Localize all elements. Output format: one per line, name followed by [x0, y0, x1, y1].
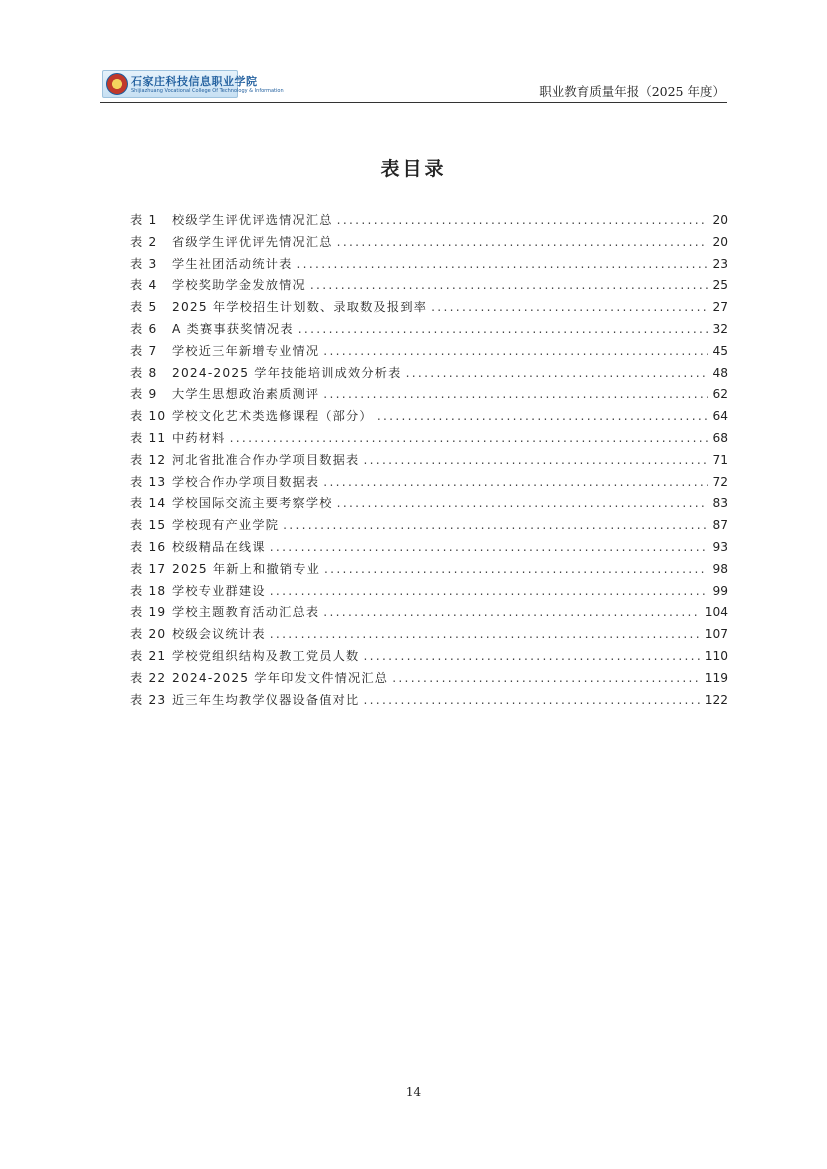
- toc-entry[interactable]: [130, 275, 728, 297]
- toc-entry-page: 27: [712, 300, 728, 315]
- toc-entry[interactable]: [130, 384, 728, 406]
- toc-entry-label: 表 6: [130, 321, 158, 336]
- toc-entry-page: 32: [712, 321, 728, 336]
- toc-entry-title: 校级会议统计表: [172, 627, 266, 642]
- toc-entry-page: 99: [712, 583, 728, 598]
- toc-entry[interactable]: [130, 581, 728, 603]
- toc-entry-title: 学校合作办学项目数据表: [172, 474, 320, 489]
- toc-entry-title: 学校专业群建设: [172, 583, 266, 598]
- toc-entry-label: 表 9: [130, 387, 158, 402]
- toc-entry-page: 107: [704, 627, 728, 642]
- toc-entry-page: 64: [712, 409, 728, 424]
- toc-entry-label: 表 22: [130, 670, 167, 685]
- toc-entry-title: 河北省批准合作办学项目数据表: [172, 452, 360, 467]
- toc-entry-label: 表 11: [130, 430, 167, 445]
- toc-entry-title: 学校国际交流主要考察学校: [172, 496, 333, 511]
- toc-entry-leader: [283, 515, 708, 537]
- toc-entry[interactable]: [130, 690, 728, 712]
- toc-entry-leader: [431, 297, 708, 319]
- toc-entry-page: 72: [712, 474, 728, 489]
- toc-entry[interactable]: [130, 232, 728, 254]
- toc-entry[interactable]: [130, 406, 728, 428]
- page-title: 表目录: [380, 158, 447, 180]
- toc-entry-title: A 类赛事获奖情况表: [172, 321, 294, 336]
- logo-school-name: 石家庄科技信息职业学院: [131, 75, 258, 88]
- toc-entry[interactable]: [130, 210, 728, 232]
- toc-entry-title: 大学生思想政治素质测评: [172, 387, 320, 402]
- toc-entry-label: 表 20: [130, 627, 167, 642]
- toc-entry-leader: [337, 493, 709, 515]
- toc-entry-title: 中药材料: [172, 430, 226, 445]
- toc-entry-page: 25: [712, 278, 728, 293]
- toc-entry-label: 表 14: [130, 496, 167, 511]
- toc-entry-leader: [297, 254, 709, 276]
- toc-entry-leader: [310, 275, 709, 297]
- toc-entry[interactable]: [130, 624, 728, 646]
- toc-entry-title: 2025 年新上和撤销专业: [172, 561, 320, 576]
- toc-entry-leader: [270, 581, 709, 603]
- toc-entry-title: 2025 年学校招生计划数、录取数及报到率: [172, 300, 428, 315]
- toc-entry-page: 93: [712, 539, 728, 554]
- toc-entry-label: 表 23: [130, 692, 167, 707]
- toc-entry-label: 表 19: [130, 605, 167, 620]
- table-of-tables: [130, 210, 728, 711]
- toc-entry-page: 48: [712, 365, 728, 380]
- toc-entry-label: 表 10: [130, 409, 167, 424]
- toc-entry-title: 学校奖助学金发放情况: [172, 278, 306, 293]
- toc-entry-page: 87: [712, 518, 728, 533]
- toc-entry-label: 表 18: [130, 583, 167, 598]
- school-seal-icon: [106, 73, 128, 95]
- toc-entry-page: 122: [704, 692, 728, 707]
- toc-entry[interactable]: [130, 602, 728, 624]
- school-logo: [102, 70, 284, 98]
- toc-entry[interactable]: [130, 472, 728, 494]
- toc-entry-page: 20: [712, 234, 728, 249]
- toc-entry-page: 104: [704, 605, 728, 620]
- toc-entry-page: 45: [712, 343, 728, 358]
- toc-entry[interactable]: [130, 450, 728, 472]
- toc-entry-page: 83: [712, 496, 728, 511]
- toc-entry-title: 校级学生评优评选情况汇总: [172, 213, 333, 227]
- toc-entry-title: 2024-2025 学年技能培训成效分析表: [172, 365, 402, 380]
- toc-entry[interactable]: [130, 254, 728, 276]
- toc-entry-leader: [230, 428, 709, 450]
- toc-entry-leader: [363, 690, 700, 712]
- toc-entry[interactable]: [130, 668, 728, 690]
- toc-entry-page: 110: [704, 648, 728, 663]
- toc-entry-label: 表 4: [130, 278, 158, 293]
- toc-entry-page: 62: [712, 387, 728, 402]
- toc-entry-page: 23: [712, 256, 728, 271]
- toc-entry-label: 表 2: [130, 234, 158, 249]
- toc-entry-leader: [363, 646, 700, 668]
- toc-entry-title: 学校近三年新增专业情况: [172, 343, 320, 358]
- toc-entry-leader: [323, 472, 708, 494]
- toc-entry-label: 表 16: [130, 539, 167, 554]
- page-header: [100, 70, 727, 103]
- toc-entry-leader: [337, 232, 709, 254]
- toc-entry-leader: [270, 537, 709, 559]
- toc-entry-leader: [298, 319, 709, 341]
- toc-entry-label: 表 13: [130, 474, 167, 489]
- toc-entry[interactable]: [130, 537, 728, 559]
- toc-entry-page: 20: [712, 213, 728, 227]
- toc-entry-title: 学生社团活动统计表: [172, 256, 293, 271]
- report-title: 职业教育质量年报（2025 年度）: [539, 84, 725, 99]
- toc-entry-title: 校级精品在线课: [172, 539, 266, 554]
- toc-entry-leader: [324, 559, 708, 581]
- toc-entry-leader: [363, 450, 708, 472]
- toc-entry-title: 省级学生评优评先情况汇总: [172, 234, 333, 249]
- toc-entry-title: 学校现有产业学院: [172, 518, 280, 533]
- toc-entry[interactable]: [130, 363, 728, 385]
- toc-entry-leader: [323, 341, 708, 363]
- toc-entry-leader: [337, 210, 709, 232]
- toc-entry-label: 表 7: [130, 343, 158, 358]
- toc-entry-page: 71: [712, 452, 728, 467]
- toc-entry[interactable]: [130, 319, 728, 341]
- toc-entry-label: 表 1: [130, 213, 158, 227]
- logo-school-name-en: Shijiazhuang Vocational College Of Technology & Information: [131, 88, 284, 94]
- toc-entry-label: 表 8: [130, 365, 158, 380]
- toc-entry-title: 近三年生均教学仪器设备值对比: [172, 692, 360, 707]
- toc-entry-label: 表 17: [130, 561, 167, 576]
- toc-entry-title: 学校文化艺术类选修课程（部分）: [172, 409, 373, 424]
- toc-entry[interactable]: [130, 646, 728, 668]
- toc-entry-leader: [323, 384, 708, 406]
- toc-entry-leader: [392, 668, 701, 690]
- toc-entry-leader: [406, 363, 709, 385]
- toc-entry-page: 98: [712, 561, 728, 576]
- toc-entry-title: 学校主题教育活动汇总表: [172, 605, 320, 620]
- toc-entry-title: 2024-2025 学年印发文件情况汇总: [172, 670, 389, 685]
- toc-entry-title: 学校党组织结构及教工党员人数: [172, 648, 360, 663]
- toc-entry[interactable]: [130, 297, 728, 319]
- toc-entry[interactable]: [130, 493, 728, 515]
- toc-entry[interactable]: [130, 428, 728, 450]
- toc-entry-leader: [323, 602, 700, 624]
- toc-entry-leader: [270, 624, 701, 646]
- toc-entry-label: 表 12: [130, 452, 167, 467]
- toc-entry-leader: [377, 406, 709, 428]
- toc-entry-label: 表 3: [130, 256, 158, 271]
- toc-entry-page: 119: [704, 670, 728, 685]
- toc-entry-label: 表 15: [130, 518, 167, 533]
- toc-entry[interactable]: [130, 515, 728, 537]
- toc-entry-label: 表 21: [130, 648, 167, 663]
- toc-entry-page: 68: [712, 430, 728, 445]
- toc-entry-label: 表 5: [130, 300, 158, 315]
- page-number: 14: [405, 1085, 422, 1099]
- toc-entry[interactable]: [130, 341, 728, 363]
- toc-entry[interactable]: [130, 559, 728, 581]
